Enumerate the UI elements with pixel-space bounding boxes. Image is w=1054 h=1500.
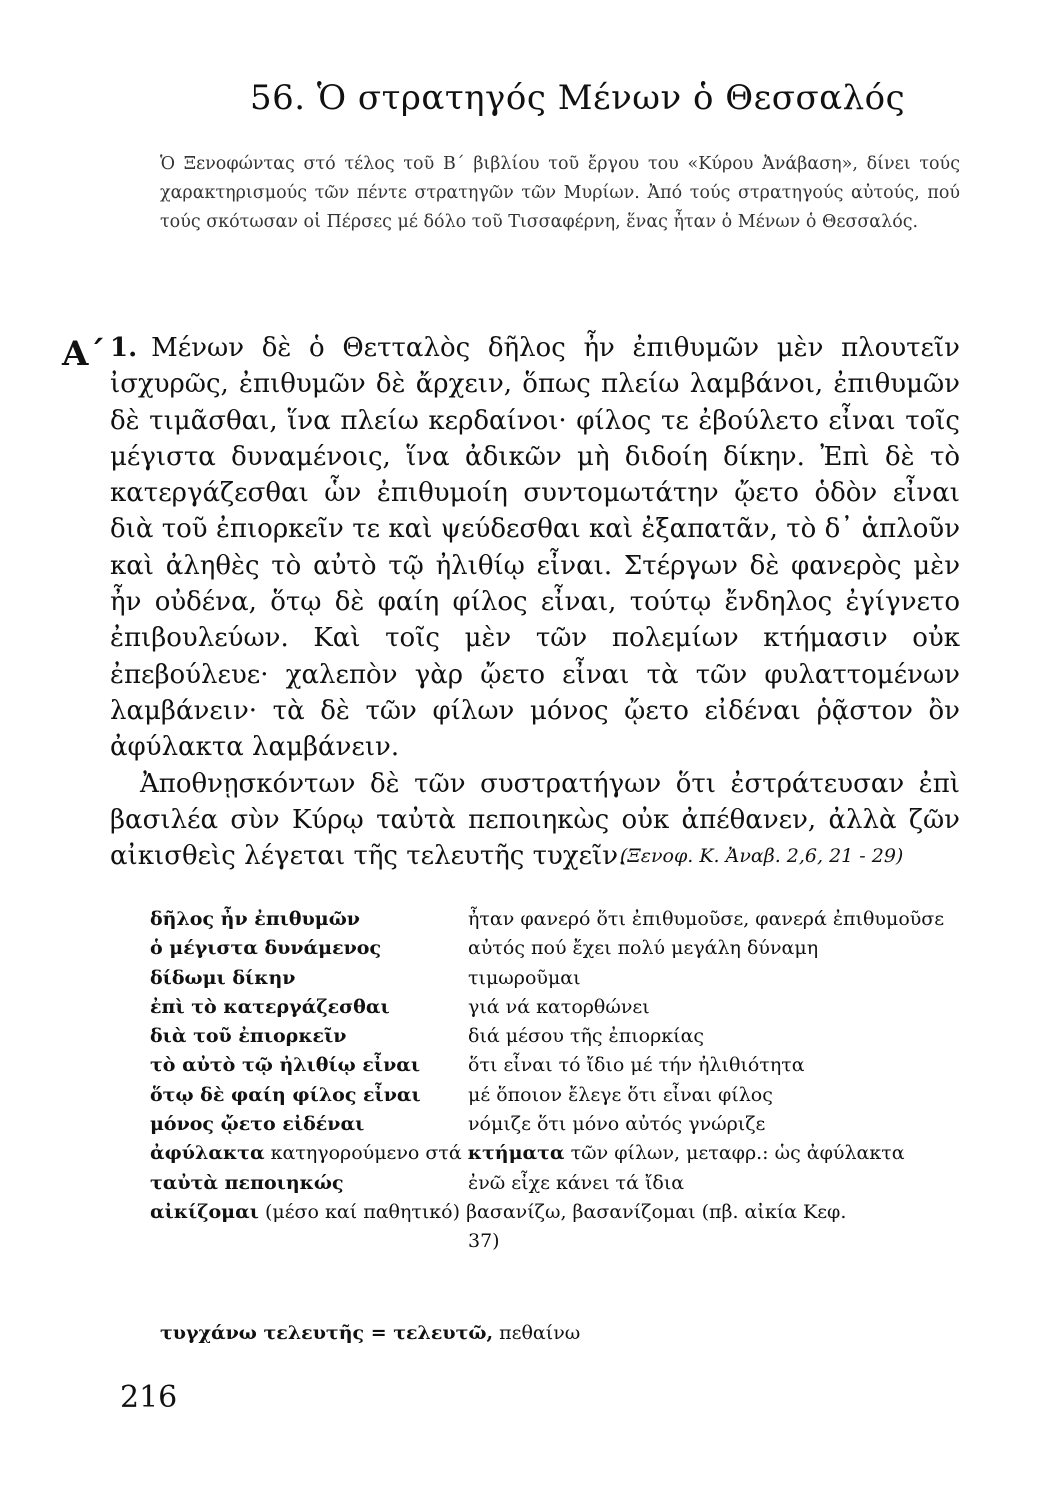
glossary-definition: τιμωροῦμαι <box>468 966 581 989</box>
glossary-row <box>150 964 970 993</box>
passage-number: 1. <box>110 333 138 363</box>
glossary-term: ἀφύλακτα <box>150 1142 265 1165</box>
glossary-row <box>150 993 970 1022</box>
glossary-term: δῆλος ἦν ἐπιθυμῶν <box>150 908 360 930</box>
glossary-row <box>150 905 970 934</box>
glossary-definition: (μέσο καί παθητικό) βασανίζω, βασανίζομαι (πβ. αἰκία Κεφ. <box>264 1200 847 1223</box>
source-citation: (Ξενοφ. Κ. Ἀναβ. 2,6, 21 - 29) <box>620 845 904 867</box>
glossary-term: ὅτῳ δὲ φαίη φίλος εἶναι <box>150 1083 421 1106</box>
glossary-row <box>150 1081 970 1110</box>
glossary-term: τὸ αὐτὸ τῷ ἠλιθίῳ εἶναι <box>150 1054 421 1077</box>
glossary <box>150 905 970 1257</box>
glossary-term: μόνος ᾤετο εἰδέναι <box>150 1113 365 1136</box>
passage-paragraph-2: Ἀποθνῃσκόντων δὲ τῶν συστρατήγων ὅτι ἐστράτευσαν ἐπὶ βασιλέα σὺν Κύρῳ ταὐτὰ πεποιηκὼς οὐκ ἀπέθανεν, ἀλλὰ ζῶν αἰκισθεὶς λέγεται τῆς τελευτῆς τυχεῖν. <box>110 768 960 872</box>
glossary-row <box>150 1051 970 1080</box>
glossary-definition: ἐνῶ εἶχε κάνει τά ἴδια <box>468 1171 685 1194</box>
intro-paragraph <box>160 150 960 237</box>
glossary-definition: νόμιζε ὅτι μόνο αὐτός γνώριζε <box>468 1113 766 1136</box>
glossary-definition: κατηγορούμενο στά <box>270 1142 462 1165</box>
glossary-row <box>150 934 970 963</box>
page-number: 216 <box>120 1380 178 1415</box>
glossary-definition-rest: τῶν φίλων, μεταφρ.: ὡς ἀφύλακτα <box>570 1142 905 1165</box>
glossary-definition: ἦταν φανερό ὅτι ἐπιθυμοῦσε, φανερά ἐπιθυμοῦσε <box>468 908 945 930</box>
glossary-row <box>150 1169 970 1198</box>
glossary-definition: αὐτός πού ἔχει πολύ μεγάλη δύναμη <box>468 937 819 960</box>
glossary-definition: ὅτι εἶναι τό ἴδιο μέ τήν ἠλιθιότητα <box>468 1054 805 1077</box>
glossary-term: τυγχάνω τελευτῆς = τελευτῶ, <box>160 1322 494 1344</box>
glossary-final-entry <box>160 1322 580 1344</box>
glossary-term: διὰ τοῦ ἐπιορκεῖν <box>150 1025 347 1048</box>
passage-text-1: Μένων δὲ ὁ Θετταλὸς δῆλος ἦν ἐπιθυμῶν μὲν πλουτεῖν ἰσχυρῶς, ἐπιθυμῶν δὲ ἄρχειν, ὅπως πλείω λαμβάνοι, ἐπιθυμῶν δὲ τιμᾶσθαι, ἵνα πλείω κερδαίνοι· φίλος τε ἐβούλετο εἶναι τοῖς μέγιστα δυναμένοις, ἵνα ἀδικῶν μὴ διδοίη δίκην. Ἐπὶ δὲ τὸ κατεργάζεσθαι ὧν ἐπιθυμοίη συντομωτάτην ᾤετο ὁδὸν εἶναι διὰ τοῦ ἐπιορκεῖν τε καὶ ψεύδεσθαι καὶ ἐξαπατᾶν, τὸ δ᾽ ἁπλοῦν καὶ ἀληθὲς τὸ αὐτὸ τῷ ἠλιθίῳ εἶναι. Στέργων δὲ φανερὸς μὲν ἦν οὐδένα, ὅτῳ δὲ φαίη φίλος εἶναι, τούτῳ ἔνδηλος ἐγίγνετο ἐπιβουλεύων. Καὶ τοῖς μὲν τῶν πολεμίων κτήμασιν οὐκ ἐπεβούλευε· χαλεπὸν γὰρ ᾤετο εἶναι τὰ τῶν φυλαττομένων λαμβάνειν· τὰ δὲ τῶν φίλων μόνος ᾤετο εἰδέναι ῥᾷστον ὂν ἀφύλακτα λαμβάνειν. <box>110 333 960 763</box>
glossary-term: ταὐτὰ πεποιηκώς <box>150 1171 344 1194</box>
glossary-row-aikizomai <box>150 1198 970 1257</box>
chapter-title: 56. Ὁ στρατηγός Μένων ὁ Θεσσαλός <box>250 78 906 118</box>
greek-passage <box>110 330 960 874</box>
glossary-definition-continuation: 37) <box>468 1230 500 1253</box>
section-letter: Α΄ <box>62 334 106 374</box>
glossary-term: αἰκίζομαι <box>150 1200 259 1223</box>
glossary-definition: πεθαίνω <box>499 1322 581 1344</box>
intro-text: Ὁ Ξενοφώντας στό τέλος τοῦ Β΄ βιβλίου τοῦ ἔργου του «Κύρου Ἀνάβαση», δίνει τούς χαρακτηρισμούς τῶν πέντε στρατηγῶν τῶν Μυρίων. Ἀπό τούς στρατηγούς αὐτούς, πού τούς σκότωσαν οἱ Πέρσες μέ δόλο τοῦ Τισσαφέρνη, ἕνας ἦταν ὁ Μένων ὁ Θεσσαλός. <box>160 154 960 232</box>
passage-paragraph-1 <box>110 330 960 766</box>
glossary-definition: διά μέσου τῆς ἐπιορκίας <box>468 1025 705 1048</box>
glossary-row <box>150 1022 970 1051</box>
glossary-term: ὁ μέγιστα δυνάμενος <box>150 937 382 960</box>
glossary-keyword: κτήματα <box>467 1142 565 1165</box>
glossary-term: ἐπὶ τὸ κατεργάζεσθαι <box>150 995 390 1018</box>
glossary-definition: μέ ὅποιον ἔλεγε ὅτι εἶναι φίλος <box>468 1083 773 1106</box>
glossary-definition: γιά νά κατορθώνει <box>468 995 650 1018</box>
glossary-term: δίδωμι δίκην <box>150 966 296 989</box>
glossary-row <box>150 1110 970 1139</box>
glossary-row-aphylakta <box>150 1139 970 1168</box>
